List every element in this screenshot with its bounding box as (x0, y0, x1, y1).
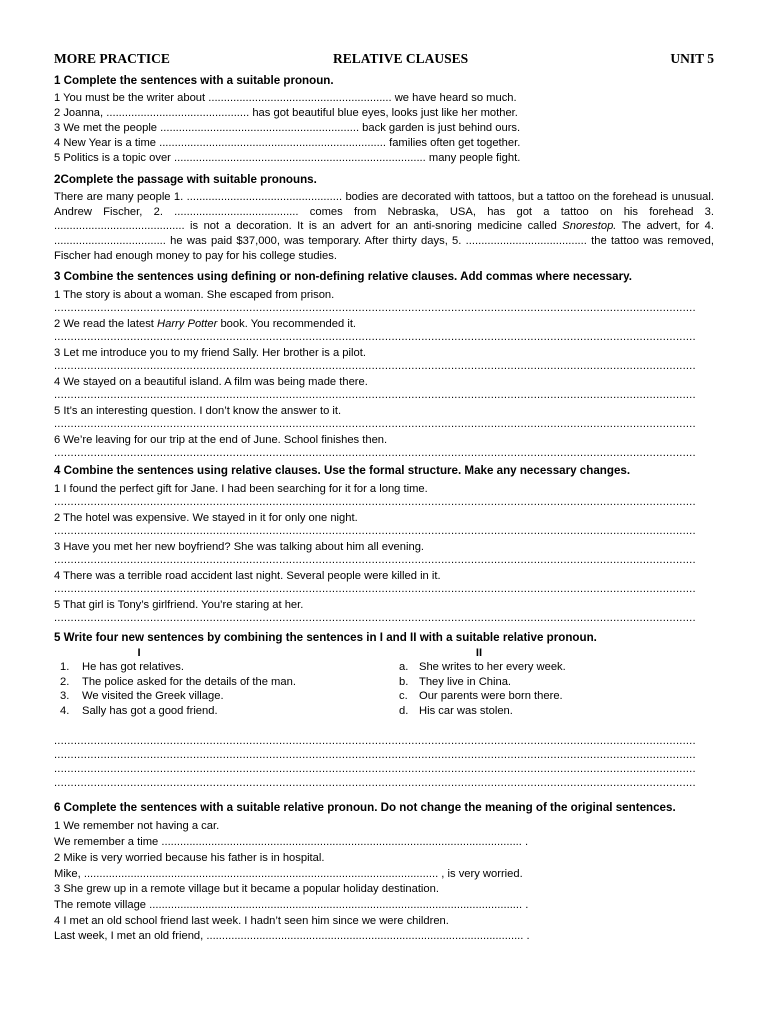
header-title: RELATIVE CLAUSES (333, 51, 469, 66)
ex3-s2-part: 2 We read the latest (54, 317, 158, 330)
ex6-title: 6 Complete the sentences with a suitable relative pronoun. Do not change the meaning of the original sentences. (54, 801, 676, 815)
list-item (399, 675, 714, 690)
item-text: We visited the Greek village. (82, 690, 224, 703)
ex4-sentence: 4 There was a terrible road accident last night. Several people were killed in it. (54, 569, 441, 582)
ex6-line: The remote village ........................................................................................................................ . (54, 899, 529, 911)
ex1-title: 1 Complete the sentences with a suitable pronoun. (54, 74, 334, 87)
list-item (54, 704, 399, 719)
list-item (54, 660, 399, 675)
ex2-passage-part: There are many people 1. .................................................. bodies are decorated with tattoos, but a tattoo on the forehead is unusual. Andrew Fischer, 2. ........................................ comes from Nebraska, USA, has got a tattoo on his forehead 3. .......................................... is not a decoration. It is an advert for an anti-snoring medicine called (54, 191, 714, 233)
answer-line: .................................................................................................................................................................................................. (54, 331, 696, 343)
ex6-line: Mike, .................................................................................................................. , is very worried. (54, 867, 523, 880)
ex2-passage (54, 190, 714, 264)
ex3-sentence: 5 It’s an interesting question. I don’t know the answer to it. (54, 404, 342, 417)
ex3-title: 3 Combine the sentences using defining or non-defining relative clauses. Add commas where necessary. (54, 269, 632, 283)
page-header (54, 50, 714, 68)
list-item (54, 675, 399, 690)
answer-line: .................................................................................................................................................................................................. (54, 447, 696, 459)
ex2-title: 2Complete the passage with suitable pronouns. (54, 173, 317, 186)
ex3-sentence: 3 Let me introduce you to my friend Sally. Her brother is a pilot. (54, 346, 366, 359)
ex3-s2-italic: Harry Potter (157, 317, 218, 330)
ex2-passage-part: The advert, for 4. .................................... he was paid $37,000, was temporary. After thirty days, 5. ....................................... the tattoo was removed, Fischer had enough money to pay for his college studies. (54, 220, 714, 262)
column-heading: II (475, 646, 483, 659)
ex6-line: 3 She grew up in a remote village but it became a popular holiday destination. (54, 883, 439, 896)
column-heading: I (137, 646, 141, 659)
ex2-passage-italic: Snorestop. (562, 220, 617, 233)
ex4-sentence: 5 That girl is Tony’s girlfriend. You’re staring at her. (54, 598, 304, 611)
item-text: She writes to her every week. (419, 661, 566, 674)
header-unit: UNIT 5 (670, 51, 714, 66)
answer-line: .................................................................................................................................................................................................. (54, 389, 696, 401)
item-letter: c. (399, 690, 408, 703)
ex3-sentence (54, 316, 714, 332)
answer-line: .................................................................................................................................................................................................. (54, 418, 696, 430)
item-text: They live in China. (419, 675, 512, 688)
item-text: The police asked for the details of the man. (82, 675, 296, 688)
answer-line: .................................................................................................................................................................................................. (54, 583, 696, 595)
ex4-sentence: 1 I found the perfect gift for Jane. I had been searching for it for a long time. (54, 482, 428, 495)
ex1-line: 4 New Year is a time ......................................................................... families often get together. (54, 137, 521, 149)
ex3-s2-part: book. You recommended it. (217, 317, 357, 330)
ex6-line: 4 I met an old school friend last week. I hadn’t seen him since we were children. (54, 914, 449, 927)
header-left: MORE PRACTICE (54, 51, 170, 66)
ex1-line: 2 Joanna, .............................................. has got beautiful blue eyes, looks just like her mother. (54, 107, 518, 119)
ex1-line: 3 We met the people ................................................................ back garden is just behind ours. (54, 122, 521, 134)
ex4-sentence: 3 Have you met her new boyfriend? She was talking about him all evening. (54, 540, 425, 553)
item-text: His car was stolen. (419, 704, 513, 717)
answer-line: .................................................................................................................................................................................................. (54, 302, 696, 314)
item-number: 2. (60, 675, 70, 688)
answer-line: .................................................................................................................................................................................................. (54, 778, 696, 790)
answer-line: .................................................................................................................................................................................................. (54, 750, 696, 762)
ex1-line: 5 Politics is a topic over ................................................................................. many people fight. (54, 152, 521, 164)
item-number: 1. (60, 661, 70, 674)
list-item (54, 689, 399, 704)
list-item (399, 704, 714, 719)
item-text: Sally has got a good friend. (82, 704, 218, 717)
ex6-line: Last week, I met an old friend, ...................................................................................................... . (54, 930, 530, 943)
worksheet (54, 50, 714, 945)
item-text: Our parents were born there. (419, 690, 563, 703)
answer-line: .................................................................................................................................................................................................. (54, 612, 696, 624)
ex5-column-i (54, 646, 399, 719)
answer-line: .................................................................................................................................................................................................. (54, 525, 696, 537)
ex4-sentence: 2 The hotel was expensive. We stayed in it for only one night. (54, 511, 358, 524)
answer-line: .................................................................................................................................................................................................. (54, 736, 696, 748)
ex5-column-ii (399, 646, 714, 719)
answer-line: .................................................................................................................................................................................................. (54, 360, 696, 372)
item-letter: b. (399, 675, 409, 688)
item-text: He has got relatives. (82, 661, 184, 674)
item-number: 4. (60, 704, 70, 717)
list-item (399, 660, 714, 675)
ex3-sentence: 4 We stayed on a beautiful island. A film was being made there. (54, 375, 368, 388)
ex3-sentence: 6 We’re leaving for our trip at the end of June. School finishes then. (54, 433, 388, 446)
ex5-title: 5 Write four new sentences by combining the sentences in I and II with a suitable relative pronoun. (54, 630, 597, 644)
ex6-line: 2 Mike is very worried because his father is in hospital. (54, 851, 325, 864)
item-letter: d. (399, 704, 409, 717)
answer-line: .................................................................................................................................................................................................. (54, 554, 696, 566)
item-letter: a. (399, 661, 409, 674)
ex6-line: 1 We remember not having a car. (54, 820, 220, 833)
answer-line: .................................................................................................................................................................................................. (54, 496, 696, 508)
ex4-title: 4 Combine the sentences using relative clauses. Use the formal structure. Make any necessary changes. (54, 463, 631, 477)
ex1-line: 1 You must be the writer about ........................................................... we have heard so much. (54, 92, 517, 104)
answer-line: .................................................................................................................................................................................................. (54, 764, 696, 776)
list-item (399, 689, 714, 704)
ex6-line: We remember a time .................................................................................................................... . (54, 836, 529, 849)
ex5-columns (54, 646, 714, 719)
ex3-sentence: 1 The story is about a woman. She escaped from prison. (54, 288, 335, 301)
item-number: 3. (60, 690, 70, 703)
